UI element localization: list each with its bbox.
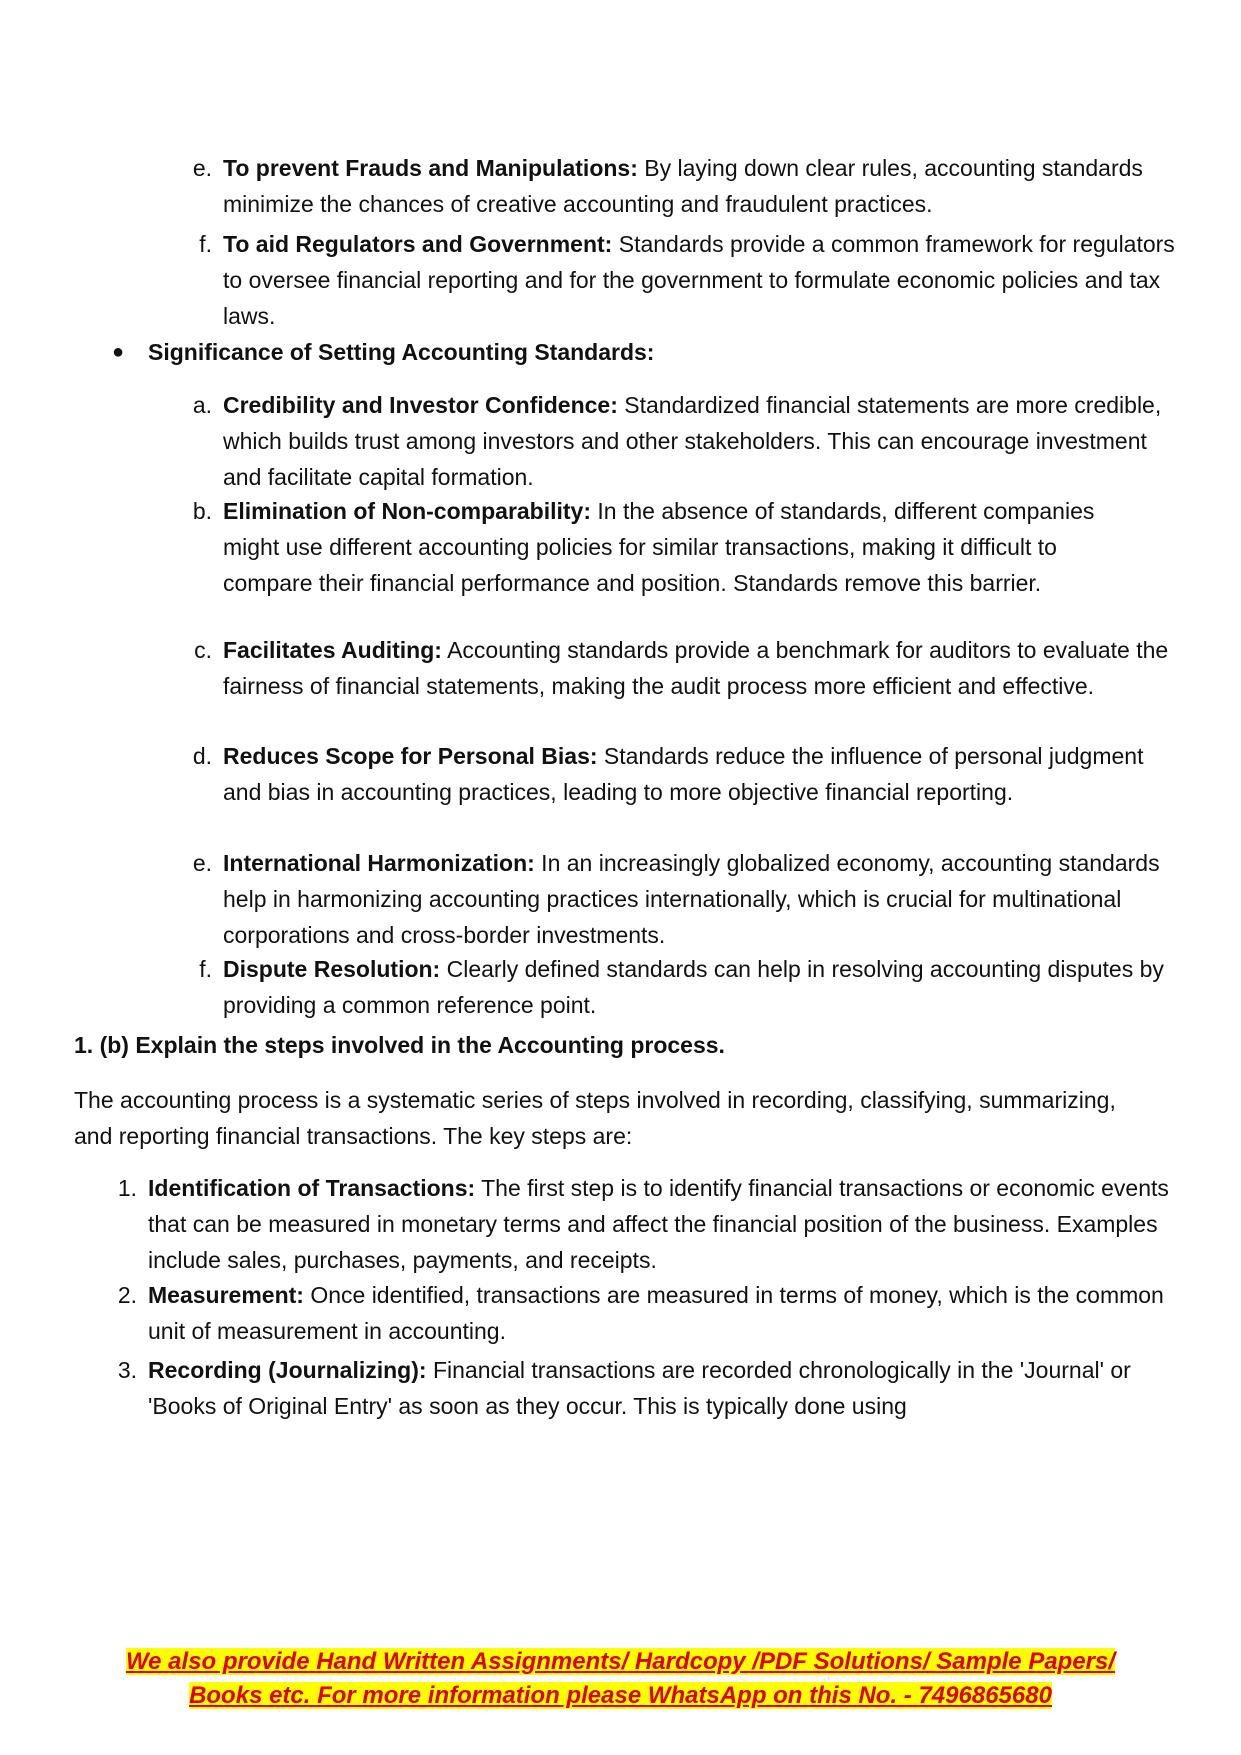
item-body: In the absence of standards, different companies might use different accounting policies for similar transactions, making it difficult to compare their financial performance and position. Standards remove this barrier.: [223, 498, 1095, 596]
item-title: To prevent Frauds and Manipulations:: [223, 155, 638, 181]
item-body: In an increasingly globalized economy, accounting standards help in harmonizing accounting practices internationally, which is crucial for multinational corporations and cross-border investments.: [223, 850, 1160, 948]
item-title: Measurement:: [148, 1282, 304, 1308]
item-title: International Harmonization:: [223, 850, 535, 876]
question-heading: 1. (b) Explain the steps involved in the Accounting process.: [74, 1032, 725, 1058]
promo-footer: [0, 1645, 1241, 1713]
item-title: Recording (Journalizing):: [148, 1357, 427, 1383]
item-body: By laying down clear rules, accounting standards minimize the chances of creative accounting and fraudulent practices.: [223, 155, 1143, 217]
list-marker: 3.: [117, 1357, 137, 1383]
list-item-text: [223, 226, 1183, 334]
item-body: The first step is to identify financial transactions or economic events that can be measured in monetary terms and affect the financial position of the business. Examples include sales, purchases, payments, and receipts.: [148, 1175, 1169, 1273]
list-marker: c.: [194, 637, 212, 663]
item-title: Reduces Scope for Personal Bias:: [223, 743, 598, 769]
footer-line-2: Books etc. For more information please WhatsApp on this No. - 7496865680: [189, 1682, 1052, 1709]
list-marker: e.: [192, 850, 212, 876]
list-marker: e.: [192, 155, 212, 181]
list-item-text: [223, 951, 1178, 1023]
item-title: Facilitates Auditing:: [223, 637, 442, 663]
item-body: Financial transactions are recorded chronologically in the 'Journal' or 'Books of Original Entry' as soon as they occur. This is typically done using: [148, 1357, 1131, 1419]
list-item-text: [223, 150, 1183, 222]
item-title: To aid Regulators and Government:: [223, 231, 613, 257]
intro-paragraph: The accounting process is a systematic series of steps involved in recording, classifying, summarizing, and reporting financial transactions. The key steps are:: [74, 1087, 1116, 1149]
list-marker: 2.: [117, 1282, 137, 1308]
item-title: Elimination of Non-comparability:: [223, 498, 592, 524]
item-body: Once identified, transactions are measured in terms of money, which is the common unit of measurement in accounting.: [148, 1282, 1164, 1344]
list-item-text: [223, 387, 1183, 495]
section-heading: Significance of Setting Accounting Standards:: [148, 339, 655, 365]
list-marker: b.: [192, 498, 212, 524]
list-item-text: [148, 1352, 1178, 1424]
list-item-text: [223, 493, 1143, 601]
footer-line-1: We also provide Hand Written Assignments/ Hardcopy /PDF Solutions/ Sample Papers/: [125, 1648, 1116, 1675]
item-title: Identification of Transactions:: [148, 1175, 476, 1201]
list-item-text: [223, 632, 1178, 704]
list-marker: f.: [199, 956, 212, 982]
item-title: Dispute Resolution:: [223, 956, 441, 982]
list-item-text: [223, 845, 1183, 953]
list-item-text: [223, 738, 1178, 810]
list-marker: a.: [192, 392, 212, 418]
item-title: Credibility and Investor Confidence:: [223, 392, 618, 418]
item-body: Standardized financial statements are more credible, which builds trust among investors and other stakeholders. This can encourage investment and facilitate capital formation.: [223, 392, 1162, 490]
item-body: Accounting standards provide a benchmark for auditors to evaluate the fairness of financial statements, making the audit process more efficient and effective.: [223, 637, 1169, 699]
bullet-icon: ●: [112, 341, 125, 363]
list-marker: d.: [192, 743, 212, 769]
item-body: Clearly defined standards can help in resolving accounting disputes by providing a common reference point.: [223, 956, 1164, 1018]
list-marker: 1.: [117, 1175, 137, 1201]
list-item-text: [148, 1170, 1178, 1278]
item-body: Standards reduce the influence of personal judgment and bias in accounting practices, leading to more objective financial reporting.: [223, 743, 1144, 805]
item-body: Standards provide a common framework for regulators to oversee financial reporting and for the government to formulate economic policies and tax laws.: [223, 231, 1175, 329]
list-item-text: [148, 1277, 1178, 1349]
list-marker: f.: [199, 231, 212, 257]
